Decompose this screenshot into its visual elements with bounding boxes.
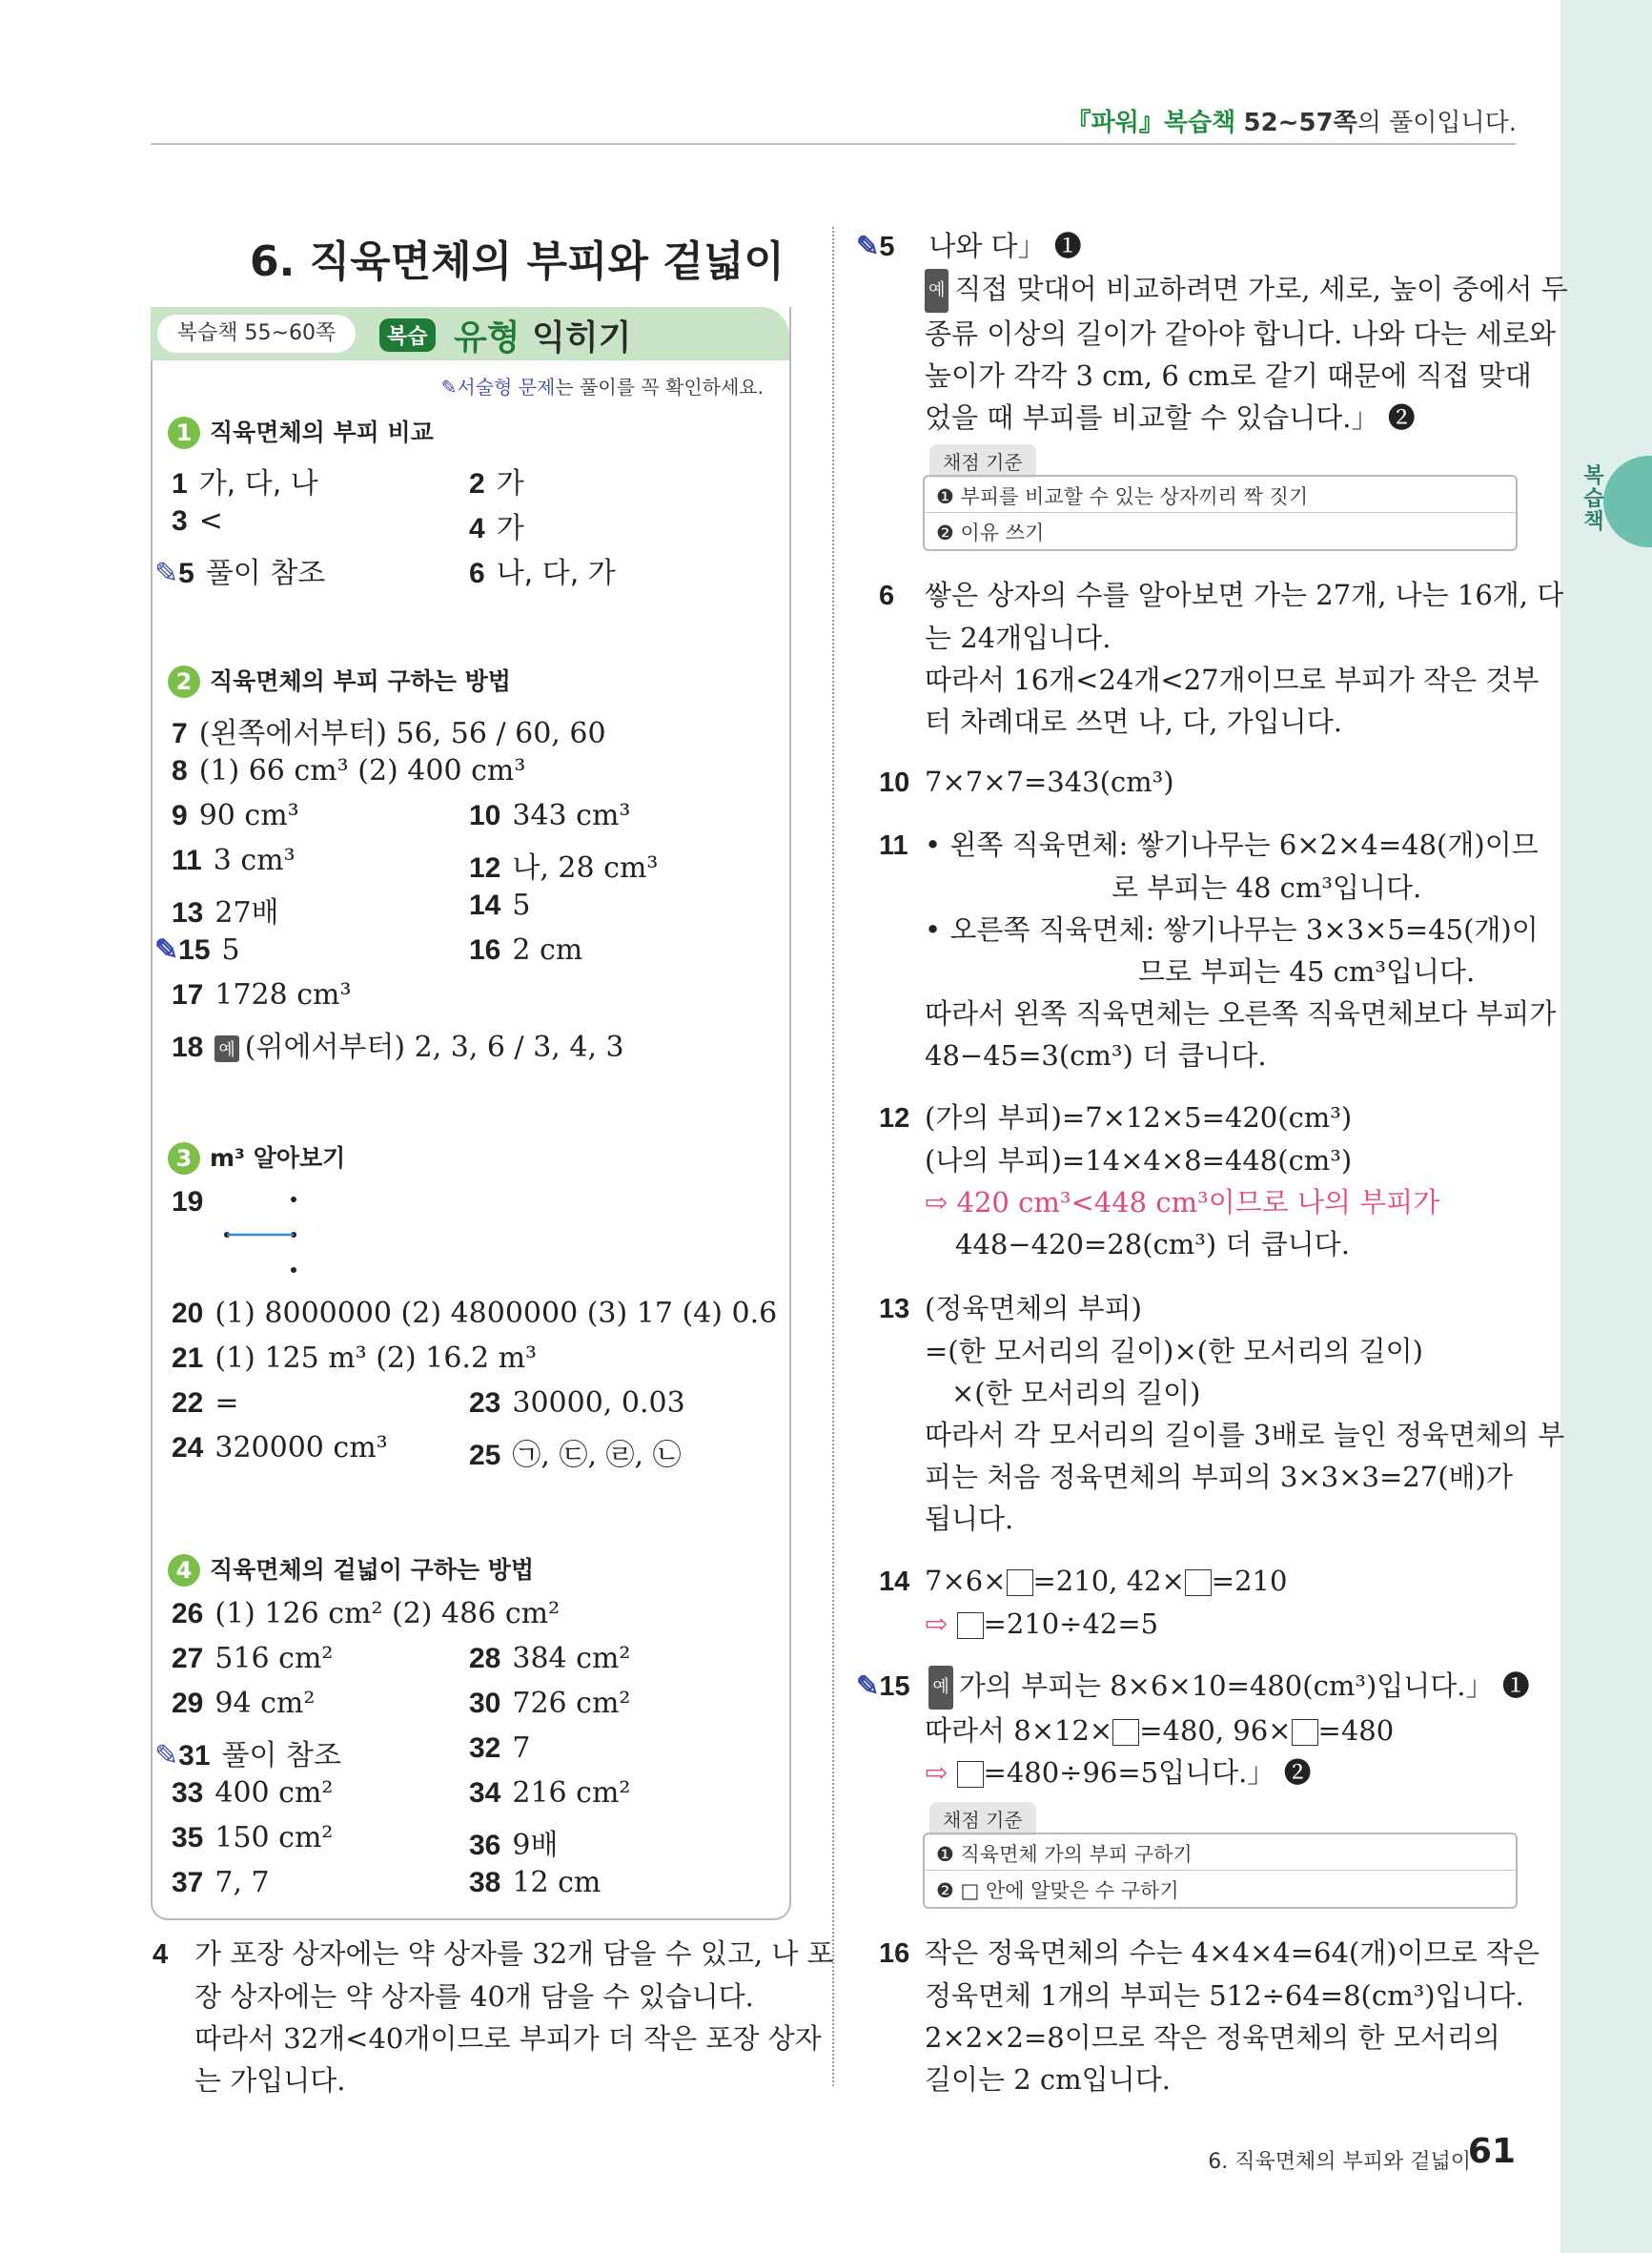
review-title: 유형 익히기: [454, 318, 632, 358]
answer: 36 9배: [469, 1829, 559, 1862]
answer: 30 726 cm²: [469, 1687, 631, 1720]
solution-11: 11 • 왼쪽 직육면체: 쌓기나무는 6×2×4=48(개)이므 로 부피는 48 cm³입니다. • 오른쪽 직육면체: 쌓기나무는 3×3×5=45(개)이 므로 부피는 45 cm³입니다. 따라서 왼쪽 직육면체는 오른쪽 직육면체보다 부피가 48−45=3(cm³) 더 큽니다.: [879, 829, 1557, 1072]
blank-box: [1185, 1569, 1212, 1596]
answer: 10 343 cm³: [469, 799, 631, 832]
pen-icon: ✎: [856, 1669, 880, 1702]
side-band: [1560, 0, 1652, 2253]
answer: 14 5: [469, 889, 531, 922]
blank-box: [957, 1761, 984, 1788]
solution-15: ✎15 예 가의 부피는 8×6×10=480(cm³)입니다.」 ❶ 따라서 8×12× =480, 96× =480 ⇨ =480÷96=5입니다.」 ❷: [856, 1665, 1530, 1793]
header-note: 『파워』복습책 52~57쪽의 풀이입니다.: [1066, 109, 1517, 137]
section-heading: 4 직육면체의 겉넓이 구하는 방법: [168, 1551, 534, 1587]
blank-box: [1007, 1569, 1033, 1596]
answer: 35 150 cm²: [172, 1821, 334, 1854]
answer: 37 7, 7: [172, 1866, 270, 1899]
side-tab-label: 복습책: [1583, 464, 1604, 534]
answer: 8 (1) 66 cm³ (2) 400 cm³: [172, 754, 526, 788]
footer-text: 6. 직육면체의 부피와 겉넓이: [1208, 2150, 1471, 2174]
answer: ✎5 풀이 참조: [154, 557, 326, 590]
blank-box: [1292, 1719, 1318, 1746]
header-rule: [151, 143, 1516, 145]
answer: 32 7: [469, 1731, 531, 1765]
solution-13: 13 (정육면체의 부피) =(한 모서리의 길이)×(한 모서리의 길이) ×(한 모서리의 길이) 따라서 각 모서리의 길이를 3배로 늘인 정육면체의 부 피는 처음 정육면체의 부피의 3×3×3=27(배)가 됩니다.: [879, 1292, 1565, 1535]
criteria-box: [923, 475, 1518, 551]
pen-icon: ✎: [154, 557, 179, 590]
answer: 2 가: [469, 467, 524, 501]
criteria-label: 채점 기준: [929, 1802, 1036, 1835]
answer: 23 30000, 0.03: [469, 1386, 685, 1420]
answer: 25 ㉠, ㉢, ㉣, ㉡: [469, 1439, 682, 1472]
answer: 1 가, 다, 나: [172, 467, 318, 501]
answer: 13 27배: [172, 896, 279, 930]
answer: 4 가: [469, 512, 524, 545]
answer: 3 <: [172, 504, 223, 538]
answer: 29 94 cm²: [172, 1687, 316, 1720]
answer: 18 예 (위에서부터) 2, 3, 6 / 3, 4, 3: [172, 1031, 624, 1064]
solution-12: 12 (가의 부피)=7×12×5=420(cm³) (나의 부피)=14×4×8=448(cm³) ⇨ 420 cm³<448 cm³이므로 나의 부피가 448−420=28(cm³) 더 큽니다.: [879, 1101, 1440, 1260]
review-tag: 복습: [379, 318, 436, 352]
answer: 17 1728 cm³: [172, 978, 352, 1012]
answer: 27 516 cm²: [172, 1642, 334, 1675]
answer: 12 나, 28 cm³: [469, 851, 659, 885]
chapter-title: 6. 직육면체의 부피와 겉넓이: [250, 237, 785, 286]
answer: 7 (왼쪽에서부터) 56, 56 / 60, 60: [172, 717, 606, 750]
criteria-row: ❷ □ 안에 알맞은 수 구하기: [936, 1879, 1179, 1902]
dot-matching-figure: [219, 1190, 315, 1276]
solution-16: 16 작은 정육면체의 수는 4×4×4=64(개)이므로 작은 정육면체 1개의 부피는 512÷64=8(cm³)입니다. 2×2×2=8이므로 작은 정육면체의 한 모서리의 길이는 2 cm입니다.: [879, 1936, 1540, 2096]
answer: 38 12 cm: [469, 1866, 602, 1899]
solution-14: 14 7×6× =210, 42× =210 ⇨ =210÷42=5: [879, 1565, 1288, 1640]
criteria-box: [923, 1833, 1518, 1909]
answer: 11 3 cm³: [172, 844, 296, 877]
answer: 9 90 cm³: [172, 799, 299, 832]
answer: 28 384 cm²: [469, 1642, 631, 1675]
blank-box: [957, 1612, 984, 1639]
section-heading: 2 직육면체의 부피 구하는 방법: [168, 663, 511, 698]
answer: 34 216 cm²: [469, 1776, 631, 1810]
criteria-row: ❶ 부피를 비교할 수 있는 상자끼리 짝 짓기: [936, 485, 1309, 508]
answer: 26 (1) 126 cm² (2) 486 cm²: [172, 1597, 561, 1630]
column-divider: [832, 227, 834, 2086]
solution-10: 10 7×7×7=343(cm³): [879, 766, 1174, 798]
panel-note: ✎서술형 문제는 풀이를 꼭 확인하세요.: [440, 376, 764, 399]
ref-pill: 복습책 55~60쪽: [157, 315, 356, 353]
answer: 20 (1) 8000000 (2) 4800000 (3) 17 (4) 0.6: [172, 1297, 778, 1330]
pen-icon: ✎: [154, 1739, 179, 1772]
page-number: 61: [1467, 2132, 1516, 2171]
pen-icon: ✎: [154, 933, 179, 967]
section-heading: 1 직육면체의 부피 비교: [168, 414, 434, 449]
answer: ✎15 5: [154, 933, 240, 967]
solution-6: 6 쌓은 상자의 수를 알아보면 가는 27개, 나는 16개, 다 는 24개입니다. 따라서 16개<24개<27개이므로 부피가 작은 것부 터 차례대로 쓰면 나, 다, 가입니다.: [879, 579, 1564, 738]
criteria-row: ❶ 직육면체 가의 부피 구하기: [936, 1843, 1193, 1866]
solution-4: 4 가 포장 상자에는 약 상자를 32개 담을 수 있고, 나 포 장 상자에는 약 상자를 40개 담을 수 있습니다. 따라서 32개<40개이므로 부피가 더 작은 포장 상자 는 가입니다.: [153, 1937, 834, 2097]
pen-icon: ✎: [440, 376, 458, 399]
answer: ✎31 풀이 참조: [154, 1739, 341, 1772]
answer: 24 320000 cm³: [172, 1431, 388, 1464]
blank-box: [1112, 1719, 1139, 1746]
pen-icon: ✎: [856, 230, 880, 262]
answer: 6 나, 다, 가: [469, 557, 616, 590]
answer: 21 (1) 125 m³ (2) 16.2 m³: [172, 1342, 538, 1375]
answer: 16 2 cm: [469, 933, 583, 967]
answer: 19: [172, 1186, 204, 1218]
answer: 33 400 cm²: [172, 1776, 334, 1810]
answer: 22 =: [172, 1386, 239, 1420]
section-heading: 3 m³ 알아보기: [168, 1139, 345, 1175]
criteria-row: ❷ 이유 쓰기: [936, 522, 1045, 544]
criteria-label: 채점 기준: [929, 444, 1036, 478]
solution-5: ✎5 나와 다」 ❶ 예 직접 맞대어 비교하려면 가로, 세로, 높이 중에서 두 종류 이상의 길이가 같아야 합니다. 나와 다는 세로와 높이가 각각 3 cm, 6 cm로 같기 때문에 직접 맞대 었을 때 부피를 비교할 수 있습니다.」 ❷: [856, 230, 1568, 434]
